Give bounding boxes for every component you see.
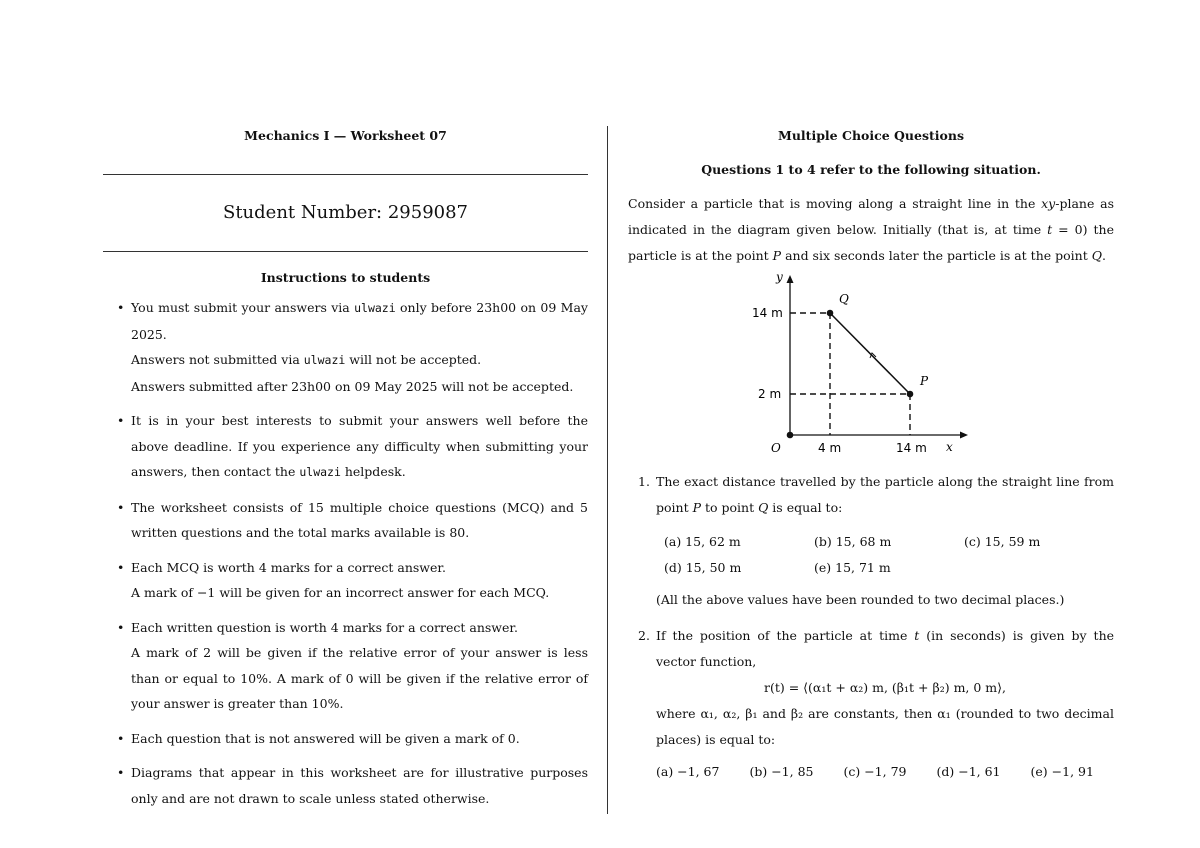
option-b: (b) 15, 68 m [814, 534, 892, 549]
question-2: 2. If the position of the particle at time t (in seconds) is given by the vector function, r(t) = ⟨(α₁t + α₂) m, (β₁t + β₂) m, 0 m⟩, where α₁, α₂, β₁ and β₂ are constants, then α₁ (rounded to two decimal places) is equal to: (a) −1, 67 (b) −1, 85 (c) −1, 79 (d) −1, 61 (e) −1, 91 [628, 623, 1114, 785]
instruction-line: • You must submit your answers via ulwazi only before 23h00 on 09 May 2025. [131, 300, 588, 342]
instruction-line: A mark of −1 will be given for an incorrect answer for each MCQ. [131, 585, 550, 600]
instruction-item [103, 408, 588, 486]
instruction-line: Answers submitted after 23h00 on 09 May 2025 will not be accepted. [131, 378, 574, 394]
instruction-item [103, 295, 588, 399]
motion-diagram [742, 271, 972, 463]
point-q-label: Q [839, 292, 849, 306]
option-d: (d) −1, 61 [936, 764, 1001, 779]
instructions-heading: Instructions to students [260, 270, 431, 285]
point-q-dot [827, 310, 834, 317]
section-subtitle: Questions 1 to 4 refer to the following situation. [701, 162, 1041, 177]
instruction-item [103, 726, 588, 752]
section-title: Multiple Choice Questions [778, 128, 964, 143]
option-c: (c) −1, 79 [843, 764, 907, 779]
instruction-item [103, 760, 588, 811]
ulwazi-code: ulwazi [299, 465, 341, 479]
worksheet-title: Mechanics I — Worksheet 07 [244, 128, 447, 143]
instruction-item [103, 495, 588, 546]
x-tick-4m: 4 m [818, 441, 842, 455]
instruction-line: • Each question that is not answered will be given a mark of 0. [131, 730, 520, 746]
right-column [628, 124, 1114, 785]
instruction-line: • Each written question is worth 4 marks for a correct answer. [131, 619, 518, 635]
y-axis-label: y [776, 271, 783, 284]
instructions-list [103, 295, 588, 811]
instruction-line: A mark of 2 will be given if the relative error of your answer is less than or equal to 10%. A mark of 0 will be given if the relative error of your answer is greater than 10%. [131, 645, 588, 711]
question-2-stem: where α₁, α₂, β₁ and β₂ are constants, then α₁ (rounded to two decimal places) is equal to: [656, 706, 1114, 747]
origin-label: O [771, 441, 781, 455]
path-line [830, 313, 910, 394]
option-b: (b) −1, 85 [749, 764, 814, 779]
bottom-rule [103, 251, 588, 252]
left-column [103, 124, 588, 820]
instruction-line: • Each MCQ is worth 4 marks for a correct answer. [131, 559, 446, 575]
y-tick-2m: 2 m [758, 387, 782, 401]
vector-formula: r(t) = ⟨(α₁t + α₂) m, (β₁t + β₂) m, 0 m⟩, [764, 680, 1006, 695]
point-p-label: P [920, 374, 929, 388]
rounding-note: (All the above values have been rounded to two decimal places.) [656, 592, 1065, 607]
origin-dot [787, 432, 794, 439]
option-e: (e) −1, 91 [1030, 764, 1094, 779]
option-a: (a) −1, 67 [656, 764, 720, 779]
option-e: (e) 15, 71 m [814, 560, 891, 575]
x-tick-14m: 14 m [896, 441, 927, 455]
instruction-line: • Diagrams that appear in this worksheet are for illustrative purposes only and are not drawn to scale unless stated otherwise. [131, 765, 588, 806]
question-2-options [656, 759, 1114, 785]
question-1: 1. The exact distance travelled by the particle along the straight line from point P to point Q is equal to: (a) 15, 62 m (b) 15, 68 m (c) 15, 59 m (d) 15, 50 m (e) 15, 71 m (All the above values have been rounded to two decimal places.) [628, 469, 1114, 613]
option-a: (a) 15, 62 m [664, 534, 741, 549]
question-number: 1. [638, 474, 650, 489]
instruction-item [103, 615, 588, 717]
instruction-item [103, 555, 588, 606]
column-divider [607, 126, 608, 814]
instruction-line: Answers not submitted via ulwazi will not be accepted. [131, 352, 482, 367]
instruction-line: • It is in your best interests to submit your answers well before the above deadline. If you experience any difficulty when submitting your answers, then contact the ulwazi helpdesk. [131, 413, 588, 479]
student-number: Student Number: 2959087 [222, 202, 469, 223]
situation-intro: Consider a particle that is moving along a straight line in the xy-plane as indicated in the diagram given below. Initially (that is, at time t = 0) the particle is at the point P and six seconds later the particle is at the point Q. [628, 196, 1114, 263]
option-c: (c) 15, 59 m [964, 534, 1041, 549]
x-axis-arrow-icon [960, 432, 968, 439]
x-axis-label: x [946, 440, 953, 454]
y-axis-arrow-icon [787, 275, 794, 283]
point-p-dot [907, 391, 914, 398]
ulwazi-code: ulwazi [354, 301, 396, 315]
instruction-line: • The worksheet consists of 15 multiple choice questions (MCQ) and 5 written questions and the total marks available is 80. [131, 499, 588, 540]
question-list [628, 469, 1114, 785]
ulwazi-code: ulwazi [303, 353, 346, 367]
y-tick-14m: 14 m [752, 306, 783, 320]
option-d: (d) 15, 50 m [664, 560, 742, 575]
question-1-options [664, 529, 1114, 581]
question-number: 2. [638, 628, 650, 643]
